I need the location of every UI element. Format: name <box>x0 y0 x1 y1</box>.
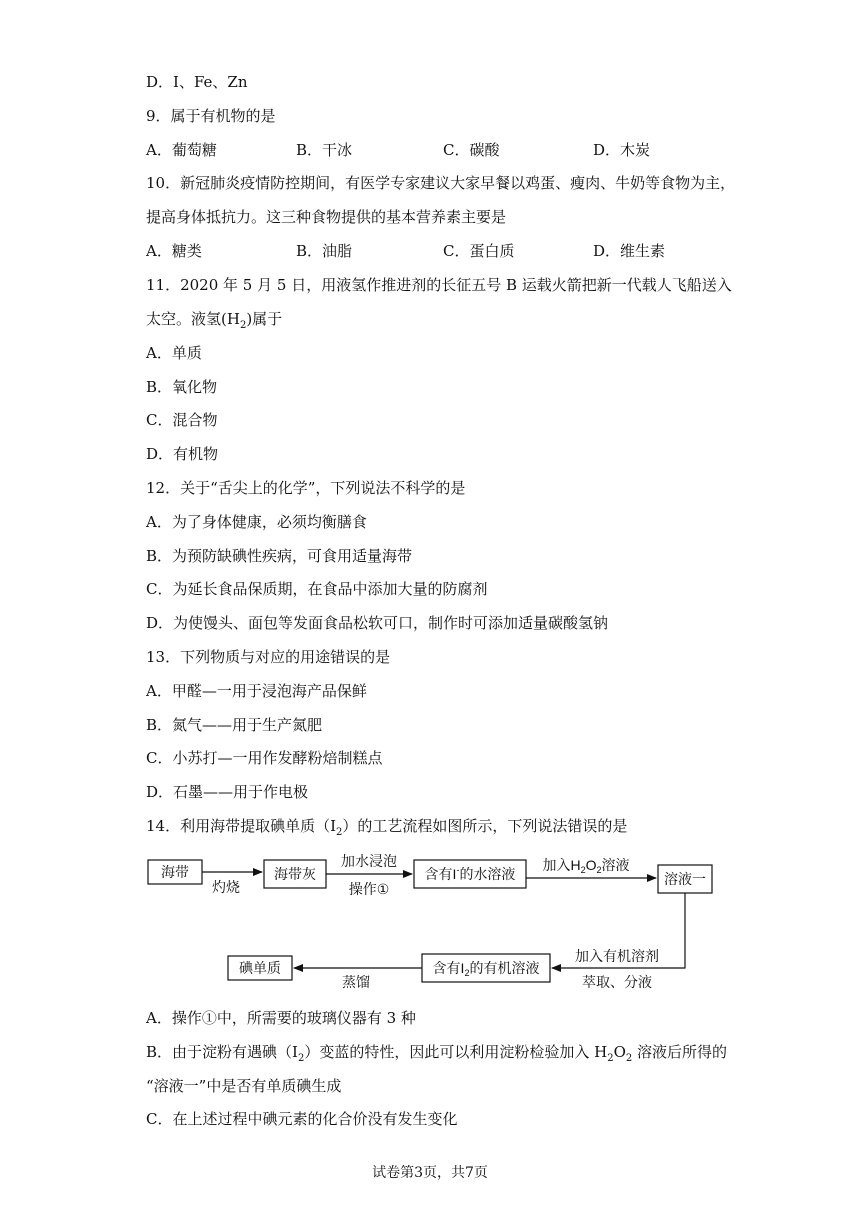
flow-box-solution1-text: 溶液一 <box>664 871 706 887</box>
q13-option-d: D．石墨——用于作电极 <box>146 783 309 801</box>
q11-option-c: C．混合物 <box>146 411 218 429</box>
page-footer: 试卷第3页，共7页 <box>372 1165 488 1181</box>
q14-stem: 14．利用海带提取碘单质$(I_2)$的工艺流程如图所示，下列说法错误的是 <box>146 817 628 838</box>
q11-option-a: A．单质 <box>146 344 202 362</box>
flow-box-ash-text: 海带灰 <box>274 866 316 882</box>
q12-stem: 12．关于“舌尖上的化学”，下列说法不科学的是 <box>146 479 466 497</box>
flow-label-h2o2: 加入$H_2O_2$溶液 <box>542 857 630 875</box>
flow-label-distill: 蒸馏 <box>342 974 370 990</box>
flow-box-solution-text: 含有I-的水溶液 <box>424 865 516 882</box>
q13-stem: 13．下列物质与对应的用途错误的是 <box>146 648 391 666</box>
q9-options <box>146 140 746 160</box>
q14-option-c: C．在上述过程中碘元素的化合价没有发生变化 <box>146 1110 458 1128</box>
iodine-extraction-flowchart <box>146 848 716 993</box>
q10-stem-line1: 10．新冠肺炎疫情防控期间，有医学专家建议大家早餐以鸡蛋、瘦肉、牛奶等食物为主， <box>146 174 736 192</box>
q8-option-d: D．I、Fe、Zn <box>146 73 248 91</box>
q13-option-a: A．甲醛—一用于浸泡海产品保鲜 <box>146 682 367 700</box>
q10-option-c: C．蛋白质 <box>443 242 515 260</box>
q12-option-c: C．为延长食品保质期，在食品中添加大量的防腐剂 <box>146 580 488 598</box>
q10-option-a: A．糖类 <box>146 242 202 260</box>
q13-option-b: B．氮气——用于生产氮肥 <box>146 716 323 734</box>
q9-option-d: D．木炭 <box>593 141 651 159</box>
q9-option-c: C．碳酸 <box>443 141 500 159</box>
flow-label-op1: 操作① <box>348 881 390 897</box>
q12-option-a: A．为了身体健康，必须均衡膳食 <box>146 513 367 531</box>
q9-option-b: B．干冰 <box>296 141 353 159</box>
q10-stem-line2: 提高身体抵抗力。这三种食物提供的基本营养素主要是 <box>146 208 507 226</box>
flow-label-burn: 灼烧 <box>212 879 240 895</box>
flow-label-solvent: 加入有机溶剂 <box>575 948 659 964</box>
q14-option-b-line2: “溶液一”中是否有单质碘生成 <box>146 1077 342 1095</box>
flow-box-organic-text: 含有$I_2$的有机溶液 <box>432 960 540 978</box>
q14-option-b-line1: B．由于淀粉有遇碘$(I_2)$变蓝的特性，因此可以利用淀粉检验加入 $H_2O_2$ 溶液后所得的 <box>146 1043 728 1064</box>
q10-option-b: B．油脂 <box>296 242 353 260</box>
flow-label-water: 加水浸泡 <box>341 853 397 869</box>
q11-option-b: B．氧化物 <box>146 378 218 396</box>
q9-stem: 9．属于有机物的是 <box>146 107 276 125</box>
q10-option-d: D．维生素 <box>593 242 666 260</box>
q10-options <box>146 241 746 261</box>
flow-label-extract: 萃取、分液 <box>582 974 652 990</box>
flow-box-haidai-text: 海带 <box>161 864 189 880</box>
q12-option-d: D．为使馒头、面包等发面食品松软可口，制作时可添加适量碳酸氢钠 <box>146 614 609 632</box>
q13-option-c: C．小苏打—一用作发酵粉焙制糕点 <box>146 749 383 767</box>
q12-option-b: B．为预防缺碘性疾病，可食用适量海带 <box>146 547 413 565</box>
q9-option-a: A．葡萄糖 <box>146 141 217 159</box>
q11-option-d: D．有机物 <box>146 445 219 463</box>
q11-stem-line2: 太空。液氢$(H_2)$属于 <box>146 310 283 331</box>
q11-stem-line1: 11．2020 年 5 月 5 日，用液氢作推进剂的长征五号 B 运载火箭把新一代载人飞船送入 <box>146 276 732 294</box>
flow-box-iodine-text: 碘单质 <box>239 960 281 976</box>
q14-option-a: A．操作①中，所需要的玻璃仪器有 3 种 <box>146 1009 416 1027</box>
